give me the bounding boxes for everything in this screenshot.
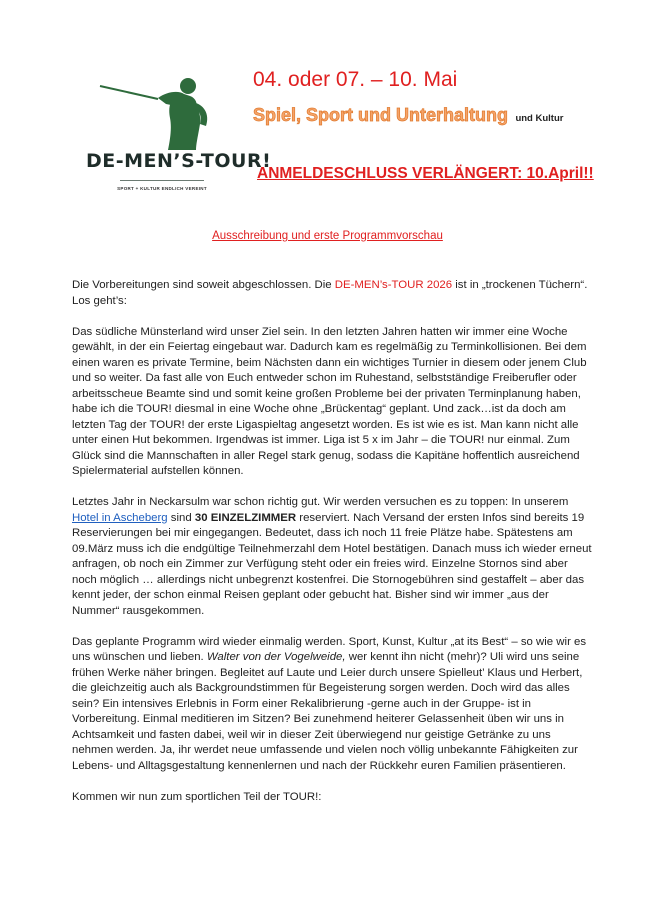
golfer-icon (92, 66, 232, 150)
body-text (72, 278, 592, 821)
document-subtitle: Ausschreibung und erste Programmvorschau (212, 230, 443, 242)
paragraph-sport: Kommen wir nun zum sportlichen Teil der TOUR!: (72, 790, 322, 803)
paragraph-intro (72, 278, 592, 309)
poet-name: Walter von der Vogelweide, (206, 651, 346, 663)
hotel-text-b: sind (167, 511, 195, 524)
tagline (253, 105, 563, 126)
tagline-main: Spiel, Sport und Unterhaltung (253, 105, 508, 125)
program-text-b: wer kennt ihn nicht (mehr)? Uli wird uns seine frühen Werke näher bringen. Begleitet auf Laute und Leier durch unsere Spielleut’ Klaus und Herbert, die gleichzeitig auch als Backgroundstimmen für Begeisterung sorgen werden. Doch wird das alles sein? Ein intensives Erlebnis in Form einer Rekalibrierung -gerne auch in der Gruppe- ist in Vorbereitung. Einmal meditieren im Sitzen? Bei zunehmend heiterer Gelassenheit üben wir uns in Achtsamkeit und fasten dabei, weil wir in dieser Zeit überwiegend nur geistige Getränke zu uns nehmen werden. Ja, ihr werdet neue umfassende und vielen noch völlig unbekannte Fähigkeiten zur Lebens- und Alltagsgestaltung kennenlernen und nach der Rückkehr euren Familien präsentieren. (72, 651, 583, 772)
room-count: 30 EINZELZIMMER (194, 511, 297, 524)
logo-divider (120, 180, 204, 181)
tagline-small: und Kultur (515, 113, 564, 124)
paragraph-location: Das südliche Münsterland wird unser Ziel sein. In den letzten Jahren hatten wir immer eine Woche gewählt, in der ein Feiertag eingebaut war. Dadurch kam es regelmäßig zu Terminkollisionen. Bei dem einen waren es private Termine, beim Nächsten dann ein wichtiges Turnier in diesem oder jenem Club und so weiter. Da fast alle von Euch entweder schon im Ruhestand, selbstständige Freiberufler oder arbeitsscheue Beamte sind und somit keine großen Probleme bei der privaten Terminplanung haben, habe ich die TOUR! diesmal in eine Woche ohne „Brückentag“ geplant. Und zack…ist da doch am letzten Tag der TOUR! der erste Ligaspieltag angesetzt worden. Es ist wie es ist. Man kann nicht alle unter einen Hut bekommen. Irgendwas ist immer. Liga ist 5 x im Jahr – die TOUR! nur einmal. Zum Glück sind die Mannschaften in aller Regel stark genug, sodass die Kapitäne hoffentlich ausreichend Spielermaterial aufstellen können. (72, 325, 587, 477)
logo-title: DE-MEN’S-TOUR! (86, 150, 272, 172)
hotel-text-c: reserviert. Nach Versand der ersten Infos sind bereits 19 Reservierungen bei mir eingegangen. Bedeutet, dass ich noch 11 freie Plätze habe. Spätestens am 09.März muss ich die endgültige Teilnehmerzahl dem Hotel bestätigen. Danach muss ich wieder erneut anfragen, ob noch ein Zimmer zur Verfügung steht oder ein freies wird. Einzelne Stornos sind aber noch möglich … allerdings nicht unbegrenzt kostenfrei. Die Stornogebühren sind gestaffelt – aber das kennt jeder, der schon einmal Reisen geplant oder gebucht hat. Bisher sind wir immer „aus der Nummer“ rausgekommen. (72, 511, 592, 617)
intro-text-b: ist in „trockenen Tüchern“. Los geht’s: (72, 279, 588, 307)
paragraph-hotel (72, 495, 592, 619)
tour-name-highlight: DE-MEN’s-TOUR 2026 (334, 279, 453, 291)
program-text-a: Das geplante Programm wird wieder einmalig werden. Sport, Kunst, Kultur „at its Best“ – so wie wir es uns wünschen und lieben. (72, 635, 587, 663)
logo (86, 66, 272, 216)
hotel-link[interactable]: Hotel in Ascheberg (72, 511, 168, 524)
paragraph-program (72, 635, 592, 775)
event-dates: 04. oder 07. – 10. Mai (253, 68, 458, 91)
registration-deadline: ANMELDESCHLUSS VERLÄNGERT: 10.April!! (257, 165, 594, 182)
hotel-text-a: Letztes Jahr in Neckarsulm war schon richtig gut. Wir werden versuchen es zu toppen: In unserem (72, 496, 569, 508)
logo-subtitle: SPORT + KULTUR ENDLICH VEREINT (117, 186, 207, 191)
intro-text-a: Die Vorbereitungen sind soweit abgeschlossen. Die (72, 279, 335, 291)
